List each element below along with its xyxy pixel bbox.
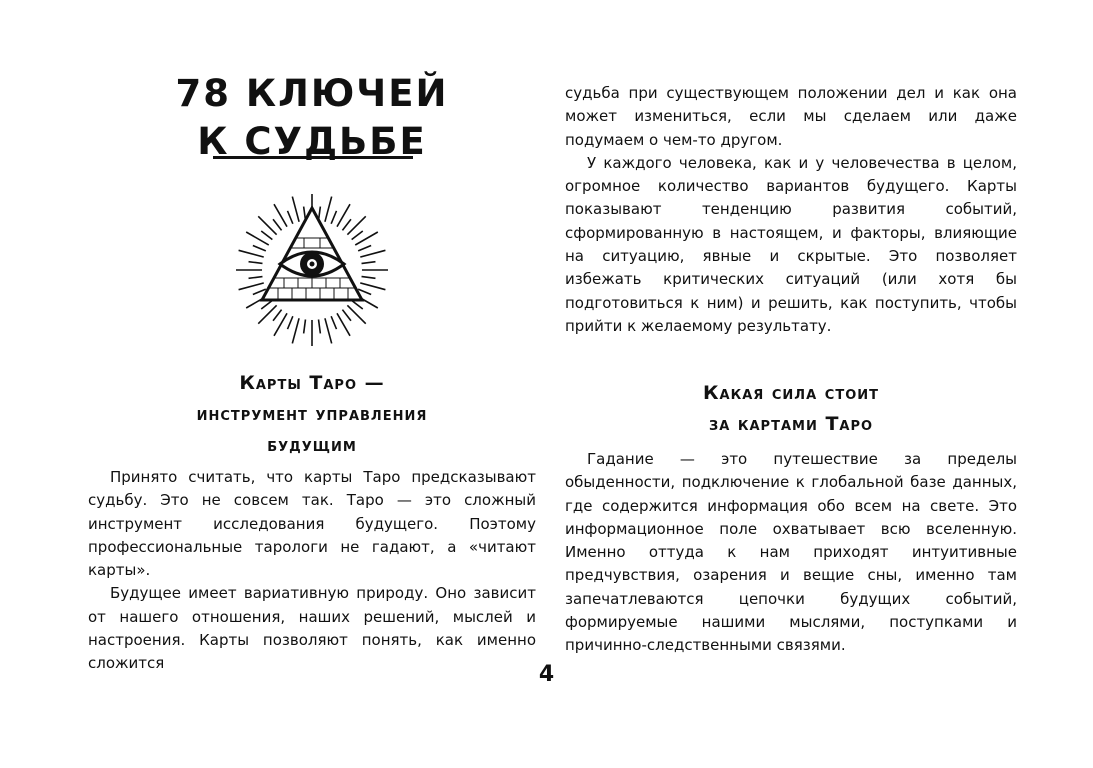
section-title-tarot-instrument: [88, 368, 536, 461]
section-title-line: за картами Таро: [708, 413, 874, 435]
section-title-line: инструмент управления: [196, 403, 428, 425]
right-body-text-top: [565, 82, 1017, 338]
left-body-text: [88, 466, 536, 676]
section-title-line: Карты Таро —: [239, 372, 385, 394]
section-title-power-behind-tarot: [565, 378, 1017, 440]
paragraph-continuation: судьба при существующем положении дел и как она может измениться, если мы сделаем или даже подумаем о чем-то другом.: [565, 84, 1017, 149]
paragraph: Будущее имеет вариативную природу. Оно зависит от нашего отношения, наших решений, мыслей и настроения. Карты позволяют понять, как именно сложится: [88, 584, 536, 673]
title-underline: [213, 156, 413, 159]
section-title-line: будущим: [267, 434, 357, 456]
page-number: 4: [538, 662, 555, 687]
all-seeing-eye-pyramid-icon: [234, 190, 390, 346]
main-title-line-1: 78 КЛЮЧЕЙ: [175, 72, 449, 115]
paragraph: Гадание — это путешествие за пределы обыденности, подключение к глобальной базе данных, где содержится информация обо всем на свете. Это информационное поле охватывает всю вселенную. Именно оттуда к нам приходят интуитивные предчувствия, озарения и вещие сны, именно там запечатлеваются цепочки будущих событий, формируемые нашими мыслями, поступками и причинно-следственными связями.: [565, 450, 1017, 655]
section-title-line: Какая сила стоит: [702, 382, 879, 404]
main-title-line-2: К СУДЬБЕ: [197, 120, 427, 163]
right-body-text-bottom: [565, 448, 1017, 658]
paragraph: Принято считать, что карты Таро предсказывают судьбу. Это не совсем так. Таро — это сложный инструмент исследования будущего. Поэтому профессиональные тарологи не гадают, а «читают карты».: [88, 468, 536, 580]
main-title: [88, 70, 536, 166]
paragraph: У каждого человека, как и у человечества в целом, огромное количество вариантов будущего. Карты показывают тенденцию развития событий, сформированную в настоящем, и факторы, влияющие на ситуацию, явные и скрытые. Это позволяет избежать критических ситуаций (или хотя бы подготовиться к ним) и решить, как поступить, чтобы прийти к желаемому результату.: [565, 153, 1017, 335]
